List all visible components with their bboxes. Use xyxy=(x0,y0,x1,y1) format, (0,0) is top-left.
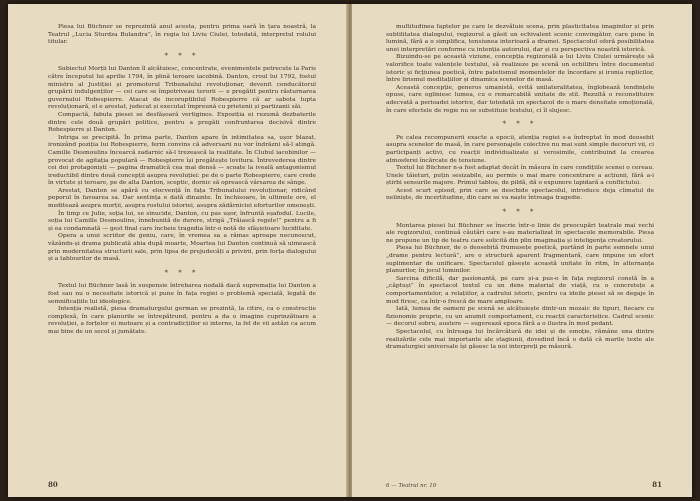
right-paragraph: Acest scurt episod, prin care se deschide spectacolul, introduce deja climatul de neliniște, de incertitudine, din care se va naște întreaga tragedie. xyxy=(386,187,654,202)
right-paragraph: Pe calea recompunerii exacte a epocii, atenția regiei s-a îndreptat în mod deosebit asupra scenelor de masă, în care personajele colective nu mai sunt simple decoruri vii, ci participanți activi, cu reacții individualizate și verosimile, contribuind la crearea atmosferei încărcate de tensiune. xyxy=(386,134,654,164)
left-paragraph: Intriga se precipită. În prima parte, Danton apare în intimitatea sa, ușor blazat, ironizând poziția lui Robespierre, ferm convins că adversarii nu vor îndrăzni să-l atingă. Camille Desmoulins încearcă zadarnic să-l trezească la realitate. În Clubul iacobinilor — provocat de agitația populară — Robespierre își pregătește lovitura. Întrevederea dintre cei doi protagoniști — pagina dramatică cea mai densă — scoate la iveală antagonismul ireductibil dintre două concepții asupra revoluției: pe de o parte Robespierre, care crede în virtute și teroare, pe de alta Danton, sceptic, dornic să oprească vărsarea de sânge. xyxy=(48,134,316,187)
left-paragraph: Textul lui Büchner lasă în suspensie întrebarea nodală dacă supremația lui Danton a fost sau nu o necesitate istorică și pune în fața regiei o problemă specială, legată de semnificațiile lui ideologice. xyxy=(48,283,316,305)
left-page-number: 80 xyxy=(48,480,58,489)
section-separator: * * * xyxy=(164,268,200,277)
right-paragraph: Iată, lumea de oameni pe scenă se alcătuiește dintr-un mozaic de tipuri, fiecare cu fizionomie proprie, cu un anumit comportament, cu reacții caracteristice. Cadrul scenic — decorul sobru, austere — sugerează epoca fără a o ilustra în mod pedant. xyxy=(386,306,654,328)
right-paragraph: Bizuindu-se pe această viziune, concepția regizorală a lui Liviu Ciulei urmărește să valorifice toate valențele textului, să realizeze pe scenă un echilibru între documentul istoric și ficțiunea poetică, între patetismul momentelor de încordare și ironia replicilor, între lirismul meditațiilor și dinamica scenelor de masă. xyxy=(386,54,654,84)
left-paragraph: Arestat, Danton se apără cu elocvență în fața Tribunalului revoluționar, ridicând poporul în favoarea sa. Dar sentința e dată dinainte. În închisoare, în ultimele ore, el meditează asupra morții, asupra rostului istoriei, asupra zădărniciei eforturilor omenești. xyxy=(48,187,316,210)
right-page-number: 81 xyxy=(652,480,662,489)
left-paragraph: Opera a unui scriitor de geniu, care, în vremea sa a rămas aproape necunoscut, văzându-și drama publicată abia după moarte, Moartea lui Danton continuă să uimească prin modernitatea structurii sale, prin lipsa de prejudecăți a privirii, prin forța dialogului și a tablourilor de masă. xyxy=(48,233,316,263)
right-paragraph: multitudinea faptelor pe care le dezvăluie scena, prin plasticitatea imaginilor și prin subtilitatea dialogului, regizorul a găsit un echivalent scenic convingător, care pune în lumină, fără a o simplifica, tensiunea interioară a dramei. Spectacolul oferă posibilitatea unei interpretări conforme cu intenția autorului, dar și cu perspectiva noastră istorică. xyxy=(386,24,654,53)
left-paragraph: Compactă, fabula piesei se desfășoară vertiginos. Expoziția ei rezumă dezbaterile dintre cele două grupări politice, pentru a pregăti confruntarea decisivă dintre Robespierre și Danton. xyxy=(48,111,316,134)
right-footer-note: 6 — Teatrul nr. 10 xyxy=(386,483,437,489)
left-paragraph: Intenția realistă, piesa dramaturgului german se prezintă, la citire, ca o construcție complexă, în care planurile se întrepătrund, pentru a da o imagine cuprinzătoare a revoluției, a forțelor ei motoare și a contradicțiilor ei interne, la fel de vii astăzi ca acum mai bine de un secol și jumătate. xyxy=(48,306,316,335)
section-separator: * * * xyxy=(164,51,200,60)
right-paragraph: Piesa lui Büchner, de o deosebită frumusețe poetică, purtând în parte semnele unui „drame pentru lectură”, are o structură aparent fragmentară, care impune un efort suplimentar de unificare. Spectacolul găsește această unitate în ritm, în alternanța planurilor, în jocul luminilor. xyxy=(386,245,654,275)
left-page xyxy=(8,4,348,497)
right-paragraph: Spectacolul, cu întreaga lui încărcătură de idei și de emoție, rămâne una dintre realizările cele mai importante ale stagiunii, dovedind încă o dată că marile texte ale dramaturgiei universale își găsesc la noi interpreți pe măsură. xyxy=(386,328,654,351)
section-separator: * * * xyxy=(502,208,538,217)
right-paragraph: Această concepție, generos umanistă, evită unilateralitatea, înglobează tendințele opuse, care ogliniesc lumea, cu o remarcabilă unitate de stil. Rezultă o reconstituire adecvată a perioadei istorice, dar totodată un spectacol de o mare densitate emoțională, în care efectele de regie nu se substituie textului, ci îl slujesc. xyxy=(386,84,654,114)
left-paragraph: Piesa lui Büchner se reprezintă anul acesta, pentru prima oară în țara noastră, la Teatrul „Lucia Sturdza Bulandra”, în regia lui Liviu Ciulei, totodată, interpretul rolului titular. xyxy=(48,24,316,46)
right-paragraph: Montarea piesei lui Büchner se înscrie într-o linie de preocupări teatrale mai vechi ale regizorului, continuă căutări care s-au materializat în spectacole memorabile. Piesa ne propune un tip de teatru care solicită din plin imaginația și inteligența creatorului. xyxy=(386,222,654,244)
book-spread xyxy=(8,4,692,497)
section-separator: * * * xyxy=(502,120,538,129)
left-column xyxy=(48,24,316,337)
right-paragraph: Sarcina dificilă, dar pasionantă, pe care și-a pus-o în fața regizorul constă în a „căptuși” în spectacol textul cu un dens material de viață, cu o concretețe a comportamentelor, a relațiilor, a cadrului istoric, pentru ca ideile piesei să se degaje în mod firesc, ca într-o frescă de mare amploare. xyxy=(386,275,654,305)
right-paragraph: Textul lui Büchner n-a fost adaptat decât în măsura în care condițiile scenei o cereau. Unele tăieturi, puțin sesizabile, au permis o mai mare concentrare a acțiunii, fără a-i știrbi sensurile majore. Primul tablou, de pildă, dă o expunere lapidară a conflictului. xyxy=(386,165,654,187)
left-paragraph: Subiectul Morții lui Danton îl alcătuiesc, concentrate, evenimentele petrecute la Paris către începutul lui aprilie 1794, în plină teroare iacobină. Danton, croul lui 1792, fostul ministru al Justiției și promotorul Tribunalului revoluționar, devenit conducătorul grupării indulgenților — cei care se împotriveau terorii — e pregătit pentru răsturnarea guvernului Robespierre. Atacat de incoruptibilul Robespierre că ar sabota lupta revoluționară, el e arestat, judecat și executat împreună cu prietenii și partizanii săi. xyxy=(48,66,316,111)
left-paragraph: În timp ce Julie, soția lui, se sinucide, Danton, cu pas ușor, înfruntă eșafodul. Lucile, soția lui Camille Desmoulins, înnebunită de durere, strigă „Trăiască regele!” pentru a fi și ea condamnată — gest final care încheie tragedia într-o notă de sfâșietoare luciditate. xyxy=(48,210,316,232)
right-page xyxy=(352,4,692,497)
right-column xyxy=(386,24,654,352)
